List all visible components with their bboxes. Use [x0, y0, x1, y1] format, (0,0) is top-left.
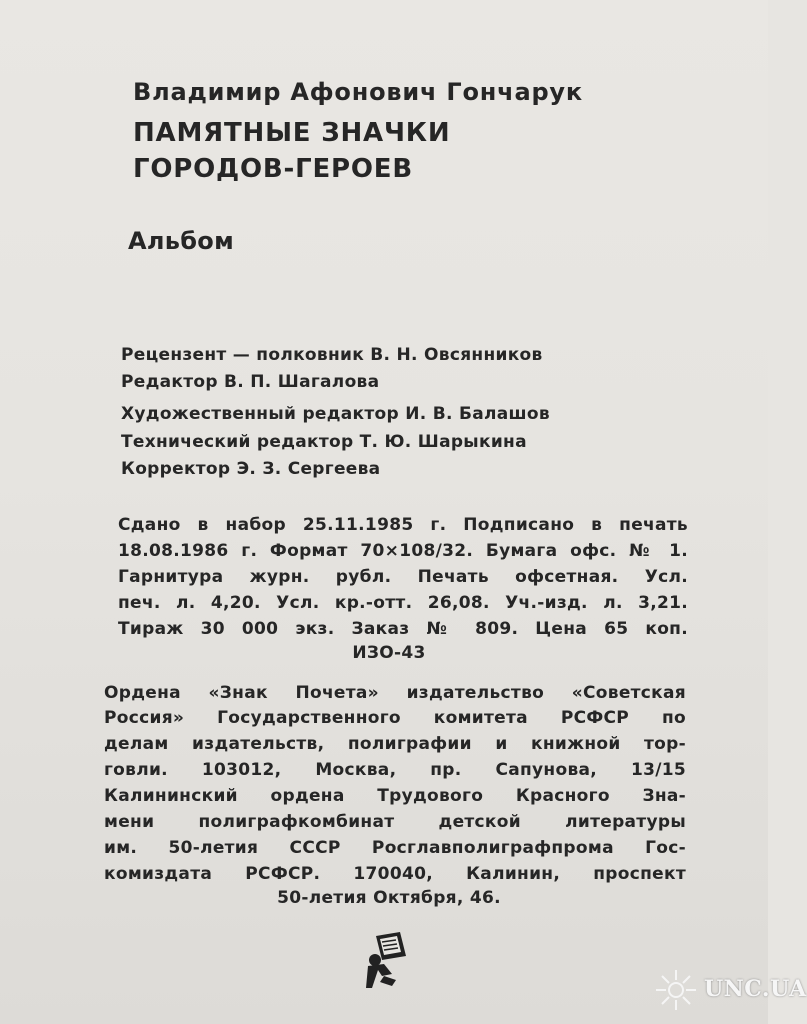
watermark-sunburst-icon [654, 968, 698, 1012]
publisher-address-end: 50-летия Октября, 46. [277, 888, 501, 908]
publisher-logo-icon [362, 930, 416, 992]
author-name: Владимир Афонович Гончарук [133, 78, 583, 106]
imprint-code: ИЗО-43 [352, 643, 426, 663]
publisher-line: Ордена «Знак Почета» издательство «Советская [104, 683, 686, 703]
imprint-line: Тираж 30 000 экз. Заказ № 809. Цена 65 коп. [118, 619, 688, 639]
imprint-line: Сдано в набор 25.11.1985 г. Подписано в печать [118, 515, 688, 535]
watermark-text: UNC.UA [704, 976, 807, 1002]
imprint-line: 18.08.1986 г. Формат 70×108/32. Бумага офс. № 1. [118, 541, 688, 561]
imprint-line: печ. л. 4,20. Усл. кр.-отт. 26,08. Уч.-изд. л. 3,21. [118, 593, 688, 613]
credit-proofreader: Корректор Э. З. Сергеева [121, 459, 381, 479]
publisher-line: им. 50-летия СССР Росглавполиграфпрома Гос- [104, 838, 686, 858]
title-line-2: ГОРОДОВ-ГЕРОЕВ [133, 154, 413, 184]
publisher-line: мени полиграфкомбинат детской литературы [104, 812, 686, 832]
title-line-1: ПАМЯТНЫЕ ЗНАЧКИ [133, 118, 451, 148]
publisher-line: говли. 103012, Москва, пр. Сапунова, 13/15 [104, 760, 686, 780]
credit-art-editor: Художественный редактор И. В. Балашов [121, 404, 550, 424]
publisher-line: Калининский ордена Трудового Красного Зна- [104, 786, 686, 806]
watermark [654, 966, 807, 1014]
imprint-line: Гарнитура журн. рубл. Печать офсетная. Усл. [118, 567, 688, 587]
credit-tech-editor: Технический редактор Т. Ю. Шарыкина [121, 432, 527, 452]
credit-editor: Редактор В. П. Шагалова [121, 372, 380, 392]
publisher-line: Россия» Государственного комитета РСФСР по [104, 708, 686, 728]
credit-reviewer: Рецензент — полковник В. Н. Овсянников [121, 345, 543, 365]
genre-label: Альбом [128, 227, 234, 255]
publisher-line: делам издательств, полиграфии и книжной тор- [104, 734, 686, 754]
publisher-line: комиздата РСФСР. 170040, Калинин, проспект [104, 864, 686, 884]
